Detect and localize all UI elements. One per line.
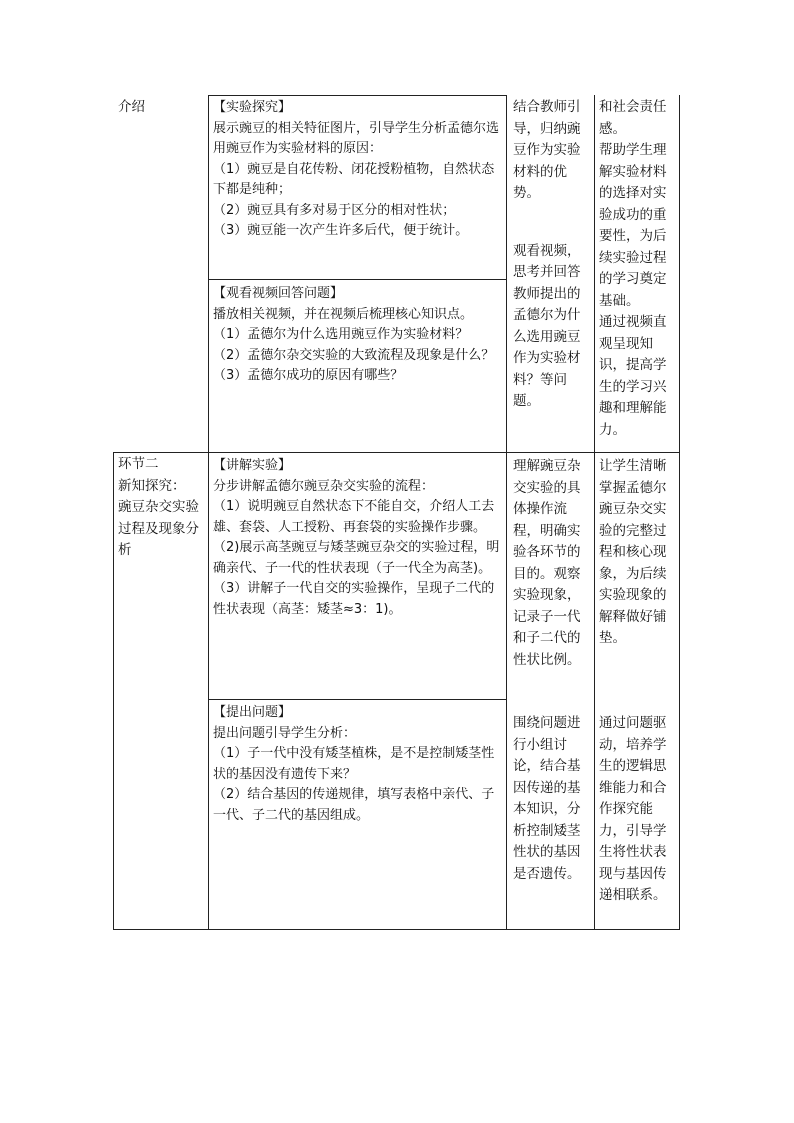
block-divider-3: [208, 699, 506, 700]
block-item: （2)展示高茎豌豆与矮茎豌豆杂交的实验过程，明确亲代、子一代的性状表现（子一代全为高茎)。: [213, 540, 500, 576]
activity-block: [213, 456, 501, 620]
table-border-bottom: [113, 929, 680, 930]
design-intent-cell: [599, 713, 677, 907]
block-item: （1）说明豌豆自然状态下不能自交，介绍人工去雄、套袋、人工授粉、再套袋的实验操作步骤。: [213, 499, 495, 535]
block-item: （2）豌豆具有多对易于区分的相对性状；: [213, 202, 456, 218]
block-item: （1）孟德尔为什么选用豌豆作为实验材料？: [213, 327, 469, 342]
design-intent-cell: [599, 456, 677, 650]
table-border-col3: [594, 95, 595, 930]
block-item: （1）豌豆是自花传粉、闭花授粉植物，自然状态下都是纯种；: [213, 161, 495, 197]
block-divider-2: [208, 279, 506, 280]
table-border-left: [113, 452, 114, 930]
block-item: （3）孟德尔成功的原因有哪些？: [213, 368, 404, 383]
table-border-col2: [506, 95, 507, 930]
student-activity: 观看视频，思考并回答教师提出的孟德尔为什么选用豌豆作为实验材料？等问题。: [513, 242, 581, 409]
block-title: 【观看视频回答问题】: [213, 286, 344, 301]
student-activity: 理解豌豆杂交实验的具体操作流程，明确实验各环节的目的。观察实验现象，记录子一代和子二代的性状比例。: [513, 458, 581, 668]
stage-cell: [118, 97, 204, 119]
stage-label: 介绍: [118, 99, 145, 115]
block-title: 【实验探究】: [213, 100, 292, 115]
activity-block: [213, 98, 501, 242]
row-divider: [113, 452, 680, 453]
block-item: （3）豌豆能一次产生许多后代，便于统计。: [213, 223, 469, 238]
design-intent: 和社会责任感。: [599, 99, 667, 137]
student-activity: 围绕问题进行小组讨论，结合基因传递的基本知识，分析控制矮茎性状的基因是否遗传。: [513, 715, 581, 882]
student-activity: 结合教师引导，归纳豌豆作为实验材料的优势。: [513, 99, 581, 201]
student-activity-cell: [513, 713, 591, 885]
activity-block: [213, 284, 501, 387]
student-activity-cell: [513, 456, 591, 671]
design-intent: 让学生清晰掌握孟德尔豌豆杂交实验的完整过程和核心现象，为后续实验现象的解释做好铺垫。: [599, 458, 667, 646]
design-intent: 通过问题驱动，培养学生的逻辑思维能力和合作探究能力，引导学生将性状表现与基因传递相联系。: [599, 715, 667, 903]
block-item: （3）讲解子一代自交的实验操作，呈现子二代的性状表现（高茎：矮茎≈3：1)。: [213, 581, 495, 617]
design-intent: 帮助学生理解实验材料的选择对实验成功的重要性，为后续实验过程的学习奠定基础。: [599, 142, 667, 309]
design-intent-cell: [599, 97, 677, 441]
student-activity-cell: [513, 97, 591, 413]
block-item: （2）结合基因的传递规律，填写表格中亲代、子一代、子二代的基因组成。: [213, 787, 495, 823]
block-divider-1: [208, 95, 506, 96]
block-intro: 播放相关视频，并在视频后梳理核心知识点。: [213, 306, 474, 322]
block-intro: 展示豌豆的相关特征图片，引导学生分析孟德尔选用豌豆作为实验材料的原因：: [213, 120, 500, 156]
table-border-right: [679, 95, 680, 930]
design-intent: 通过视频直观呈现知识，提高学生的学习兴趣和理解能力。: [599, 314, 667, 438]
block-item: （2）孟德尔杂交实验的大致流程及现象是什么？: [213, 347, 495, 363]
stage-label: 环节二: [118, 456, 159, 472]
block-title: 【提出问题】: [213, 705, 292, 720]
table-border-col1: [208, 95, 209, 930]
block-title: 【讲解实验】: [213, 458, 292, 473]
stage-cell: [118, 454, 200, 562]
stage-subtitle: 新知探究：: [118, 477, 186, 494]
block-intro: 提出问题引导学生分析：: [213, 725, 357, 741]
activity-block: [213, 703, 501, 826]
block-intro: 分步讲解孟德尔豌豆杂交实验的流程：: [213, 478, 435, 494]
block-item: （1）子一代中没有矮茎植株，是不是控制矮茎性状的基因没有遗传下来？: [213, 746, 495, 782]
stage-topic: 豌豆杂交实验过程及现象分析: [118, 499, 199, 558]
